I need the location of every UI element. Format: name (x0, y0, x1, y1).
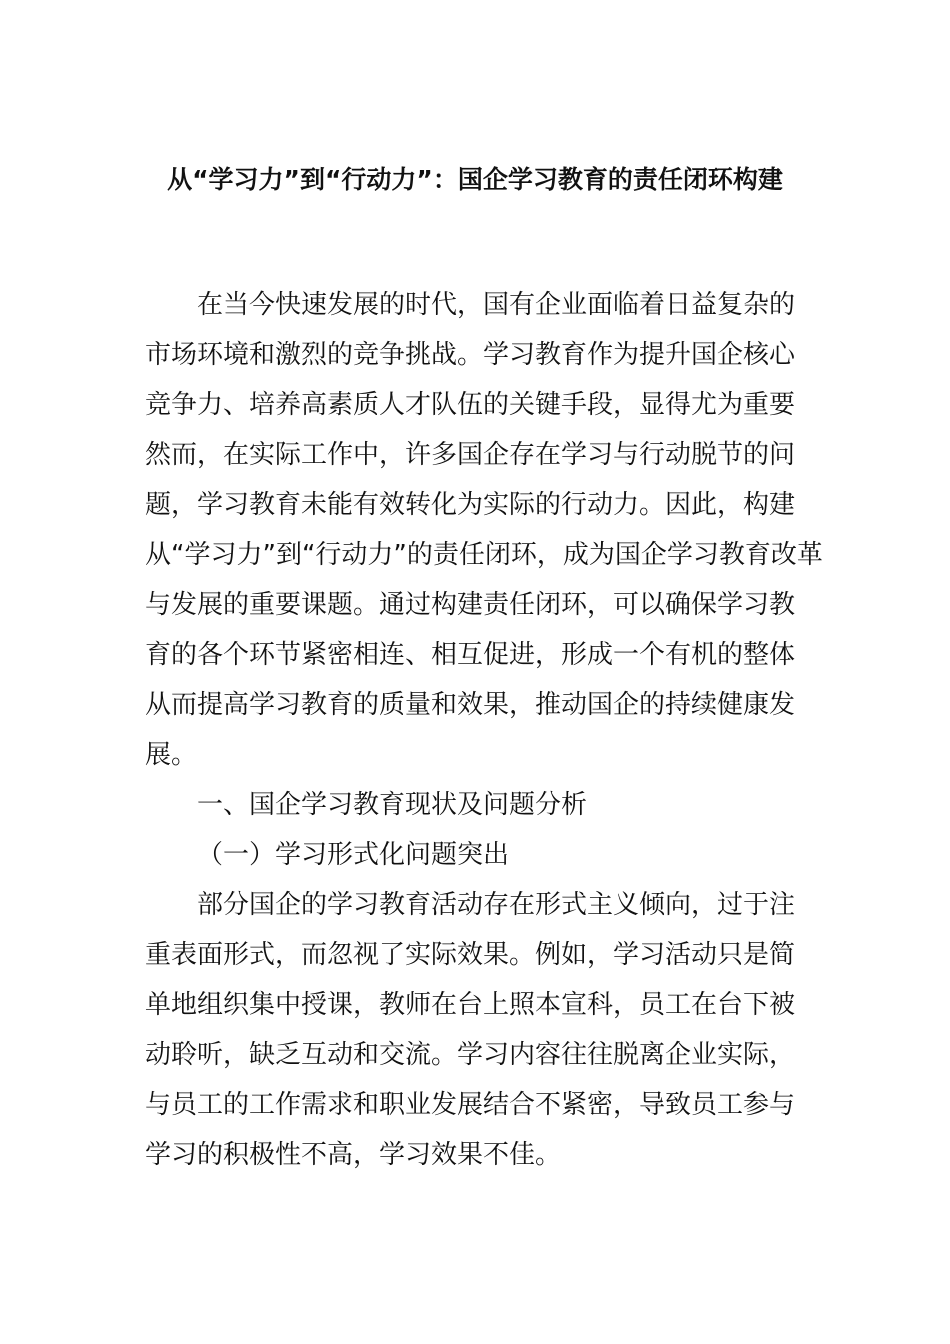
paragraph-2-line-2: 重表面形式，而忽视了实际效果。例如，学习活动只是简 (145, 940, 796, 970)
document-title: 从“学习力”到“行动力”：国企学习教育的责任闭环构建 (167, 165, 783, 194)
paragraph-2-line-6: 学习的积极性不高，学习效果不佳。 (145, 1140, 562, 1170)
paragraph-1-line-4: 然而，在实际工作中，许多国企存在学习与行动脱节的问 (145, 440, 796, 470)
paragraph-2-line-1: 部分国企的学习教育活动存在形式主义倾向，过于注 (197, 890, 796, 920)
paragraph-1-line-7: 与发展的重要课题。通过构建责任闭环，可以确保学习教 (145, 590, 796, 620)
paragraph-1-line-5: 题，学习教育未能有效转化为实际的行动力。因此，构建 (145, 490, 796, 520)
document-body (145, 280, 823, 1180)
paragraph-1-line-9: 从而提高学习教育的质量和效果，推动国企的持续健康发 (145, 690, 796, 720)
paragraph-1-line-3: 竞争力、培养高素质人才队伍的关键手段，显得尤为重要 (145, 390, 796, 420)
paragraph-2-line-5: 与员工的工作需求和职业发展结合不紧密，导致员工参与 (145, 1090, 796, 1120)
paragraph-1-line-10: 展。 (145, 740, 198, 770)
paragraph-2-line-4: 动聆听，缺乏互动和交流。学习内容往往脱离企业实际， (145, 1040, 796, 1070)
paragraph-1-line-1: 在当今快速发展的时代，国有企业面临着日益复杂的 (197, 290, 796, 320)
paragraph-1-line-6: 从“学习力”到“行动力”的责任闭环，成为国企学习教育改革 (145, 540, 823, 570)
paragraph-1-line-2: 市场环境和激烈的竞争挑战。学习教育作为提升国企核心 (145, 340, 796, 370)
paragraph-2-line-3: 单地组织集中授课，教师在台上照本宣科，员工在台下被 (145, 990, 796, 1020)
subsection-heading-1: （一）学习形式化问题突出 (197, 840, 510, 870)
section-heading-1: 一、国企学习教育现状及问题分析 (197, 790, 588, 820)
paragraph-1-line-8: 育的各个环节紧密相连、相互促进，形成一个有机的整体 (145, 640, 796, 670)
